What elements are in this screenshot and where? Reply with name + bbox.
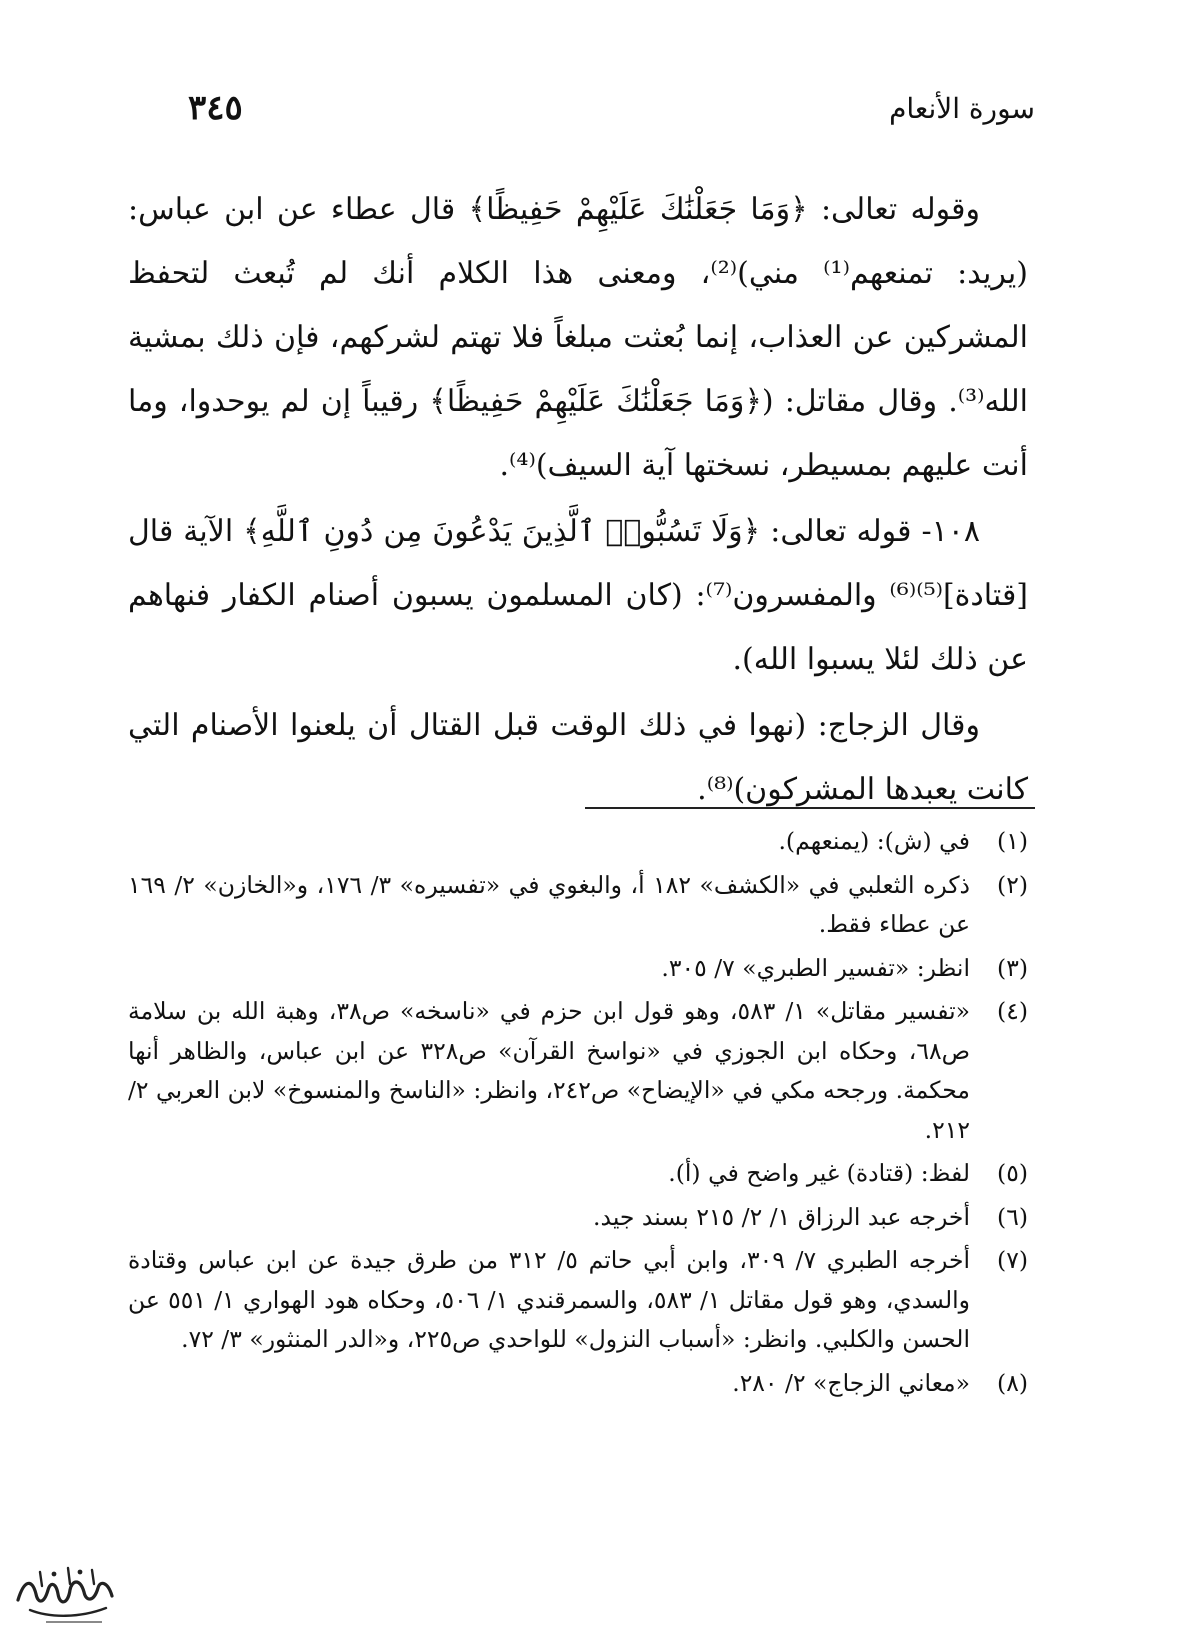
footnote	[128, 1241, 1028, 1360]
footnote	[128, 1154, 1028, 1194]
footnote	[128, 822, 1028, 862]
calligraphy-logo-icon	[10, 1560, 120, 1626]
footnote-text: لفظ: (قتادة) غير واضح في (أ).	[668, 1159, 970, 1187]
footnote-number: (٦)	[997, 1202, 1028, 1231]
footnote-number: (٤)	[997, 997, 1028, 1025]
running-header-title: سورة الأنعام	[889, 92, 1035, 125]
footnote-text: ذكره الثعلبي في «الكشف» ١٨٢ أ، والبغوي في «تفسيره» ٣/ ١٧٦، و«الخازن» ٢/ ١٦٩ عن عطاء فقط.	[128, 870, 970, 938]
footnote	[128, 1364, 1028, 1404]
footnote-text: «تفسير مقاتل» ١/ ٥٨٣، وهو قول ابن حزم في «ناسخه» ص٣٨، وهبة الله بن سلامة ص٦٨، وحكاه ابن الجوزي في «نواسخ القرآن» ص٣٢٨ عن ابن عباس، والظاهر أنها محكمة. ورجحه مكي في «الإيضاح» ص٢٤٢، وانظر: «الناسخ والمنسوخ» لابن العربي ٢/ ٢١٢.	[128, 997, 971, 1144]
footnote-number: (٧)	[997, 1246, 1028, 1274]
footnote-number: (٥)	[997, 1159, 1028, 1187]
paragraph: وقال الزجاج: (نهوا في ذلك الوقت قبل القتال أن يلعنوا الأصنام التي كانت يعبدها المشركون)⁽⁸⁾.	[128, 708, 1028, 807]
page-number: ٣٤٥	[188, 88, 243, 128]
footnote	[128, 949, 1028, 989]
footnote-text: أخرجه عبد الرزاق ١/ ٢/ ٢١٥ بسند جيد.	[593, 1202, 970, 1231]
footnote	[128, 866, 1028, 945]
footnote-number: (٣)	[997, 953, 1028, 982]
footnote	[128, 992, 1028, 1150]
footnote-text: «معاني الزجاج» ٢/ ٢٨٠.	[732, 1368, 970, 1397]
footnote-text: في (ش): (يمنعهم).	[778, 827, 970, 855]
main-text	[128, 178, 1028, 822]
footnotes	[128, 822, 1028, 1403]
footnote-number: (٨)	[997, 1368, 1028, 1397]
footnote-text: انظر: «تفسير الطبري» ٧/ ٣٠٥.	[661, 953, 970, 982]
footnote-text: أخرجه الطبري ٧/ ٣٠٩، وابن أبي حاتم ٥/ ٣١٢ من طرق جيدة عن ابن عباس وقتادة والسدي، وهو قول مقاتل ١/ ٥٨٣، والسمرقندي ١/ ٥٠٦، وحكاه هود الهواري ١/ ٥٥١ عن الحسن والكلبي. وانظر: «أسباب النزول» للواحدي ص٢٢٥، و«الدر المنثور» ٣/ ٧٢.	[128, 1246, 971, 1353]
paragraph: ١٠٨- قوله تعالى: ﴿وَلَا تَسُبُّوا۟ ٱلَّذِينَ يَدْعُونَ مِن دُونِ ٱللَّهِ﴾ الآية قال [قتادة]⁽⁵⁾⁽⁶⁾ والمفسرون⁽⁷⁾: (كان المسلمون يسبون أصنام الكفار فنهاهم عن ذلك لئلا يسبوا الله).	[128, 514, 1028, 677]
paragraph: وقوله تعالى: ﴿وَمَا جَعَلْنَٰكَ عَلَيْهِمْ حَفِيظًا﴾ قال عطاء عن ابن عباس: (يريد: تمنعهم⁽¹⁾ مني)⁽²⁾، ومعنى هذا الكلام أنك لم تُبعث لتحفظ المشركين عن العذاب، إنما بُعثت مبلغاً فلا تهتم لشركهم، فإن ذلك بمشية الله⁽³⁾. وقال مقاتل: (﴿وَمَا جَعَلْنَٰكَ عَلَيْهِمْ حَفِيظًا﴾ رقيباً إن لم يوحدوا، وما أنت عليهم بمسيطر، نسختها آية السيف)⁽⁴⁾.	[128, 192, 1028, 483]
footnote-number: (٢)	[997, 870, 1028, 899]
footnote-number: (١)	[997, 827, 1028, 855]
footnote	[128, 1198, 1028, 1238]
footnote-separator	[585, 807, 1035, 809]
